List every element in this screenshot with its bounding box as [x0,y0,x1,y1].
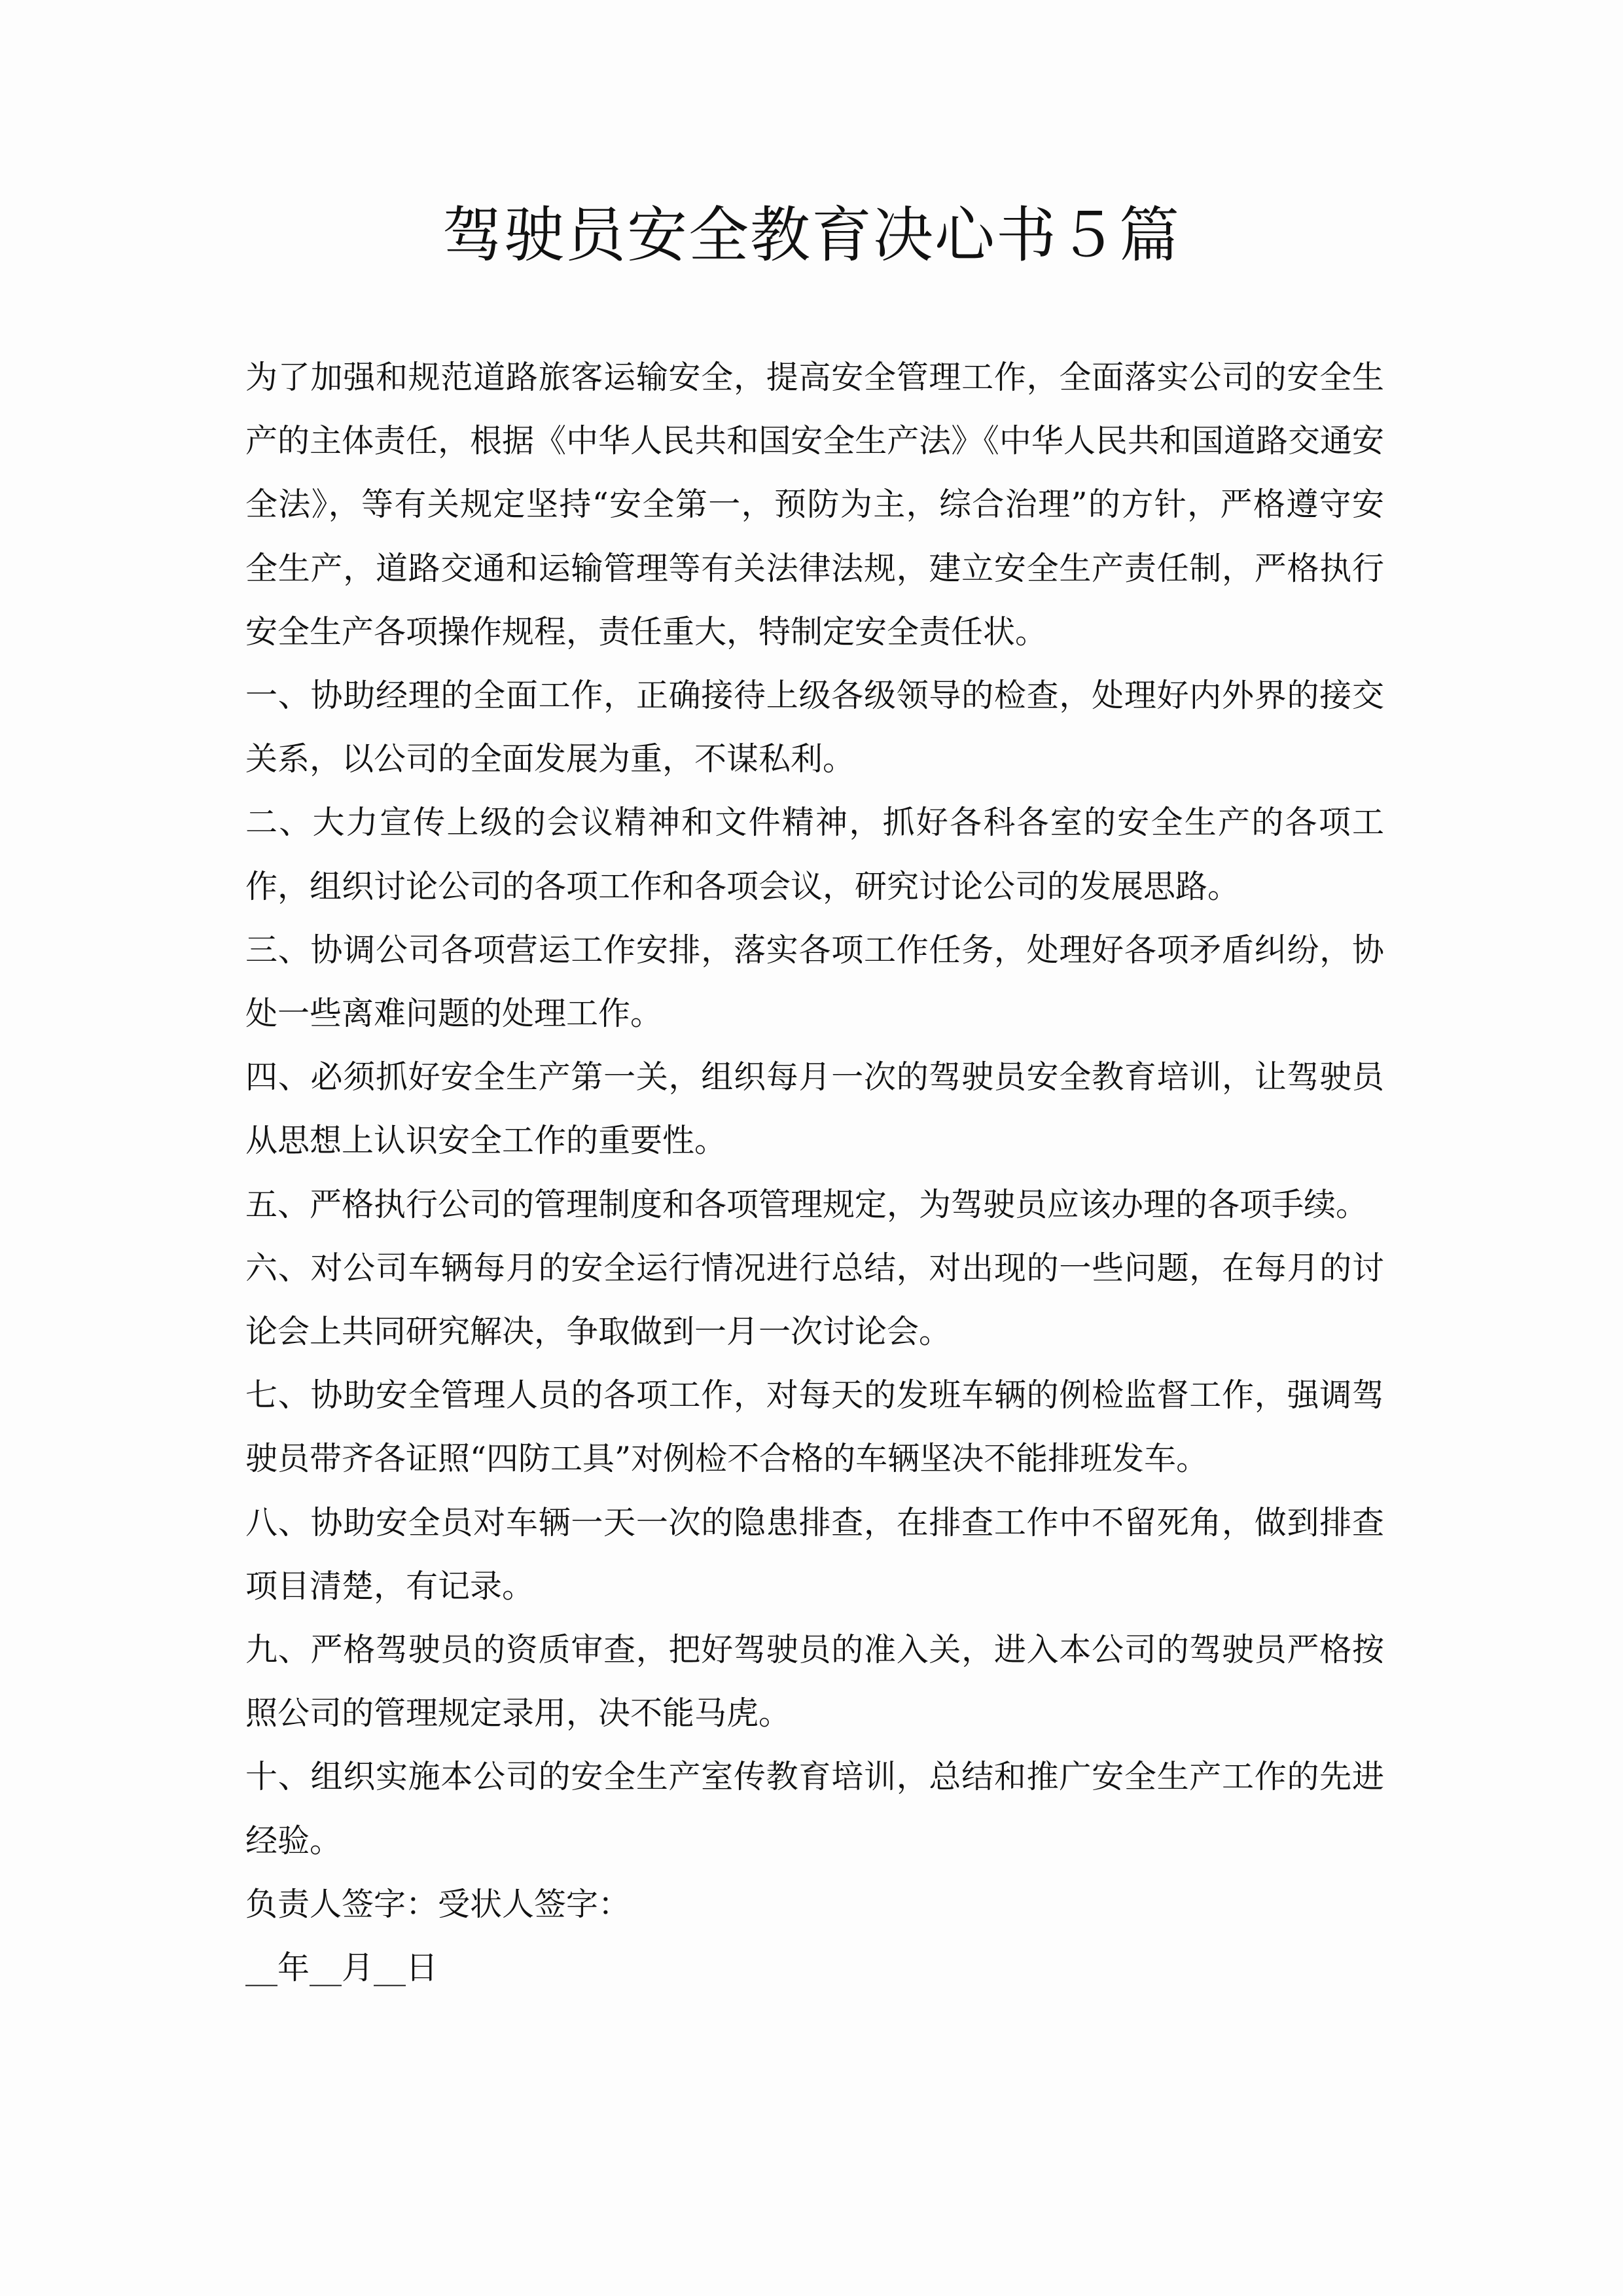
signature-line: 负责人签字：受状人签字： [245,1885,631,1923]
clause-3: 三、协调公司各项营运工作安排，落实各项工作任务，处理好各项矛盾纠纷，协处一些离难问题的处理工作。 [245,931,1384,1033]
clause-2: 二、大力宣传上级的会议精神和文件精神，抓好各科各室的安全生产的各项工作，组织讨论公司的各项工作和各项会议，研究讨论公司的发展思路。 [245,804,1384,905]
clause-10: 十、组织实施本公司的安全生产室传教育培训，总结和推广安全生产工作的先进经验。 [245,1758,1384,1859]
intro-paragraph: 为了加强和规范道路旅客运输安全，提高安全管理工作，全面落实公司的安全生产的主体责任，根据《中华人民共和国安全生产法》《中华人民共和国道路交通安全法》，等有关规定坚持“安全第一，预防为主，综合治理”的方针，严格遵守安全生产，道路交通和运输管理等有关法律法规，建立安全生产责任制，严格执行安全生产各项操作规程，责任重大，特制定安全责任状。 [245,359,1384,651]
document-body [245,346,1384,2000]
clause-8: 八、协助安全员对车辆一天一次的隐患排查，在排查工作中不留死角，做到排查项目清楚，有记录。 [245,1503,1384,1605]
clause-4: 四、必须抓好安全生产第一关，组织每月一次的驾驶员安全教育培训，让驾驶员从思想上认识安全工作的重要性。 [245,1058,1384,1160]
date-line: __年__月__日 [245,1949,438,1987]
document-title: 驾驶员安全教育决心书５篇 [442,200,1181,270]
clause-5: 五、严格执行公司的管理制度和各项管理规定，为驾驶员应该办理的各项手续。 [245,1185,1368,1223]
clause-6: 六、对公司车辆每月的安全运行情况进行总结，对出现的一些问题，在每月的讨论会上共同研究解决，争取做到一月一次讨论会。 [245,1249,1384,1351]
clause-7: 七、协助安全管理人员的各项工作，对每天的发班车辆的例检监督工作，强调驾驶员带齐各证照“四防工具”对例检不合格的车辆坚决不能排班发车。 [245,1376,1384,1478]
clause-1: 一、协助经理的全面工作，正确接待上级各级领导的检查，处理好内外界的接交关系，以公司的全面发展为重，不谋私利。 [245,677,1384,778]
clause-9: 九、严格驾驶员的资质审查，把好驾驶员的准入关，进入本公司的驾驶员严格按照公司的管理规定录用，决不能马虎。 [245,1631,1384,1732]
